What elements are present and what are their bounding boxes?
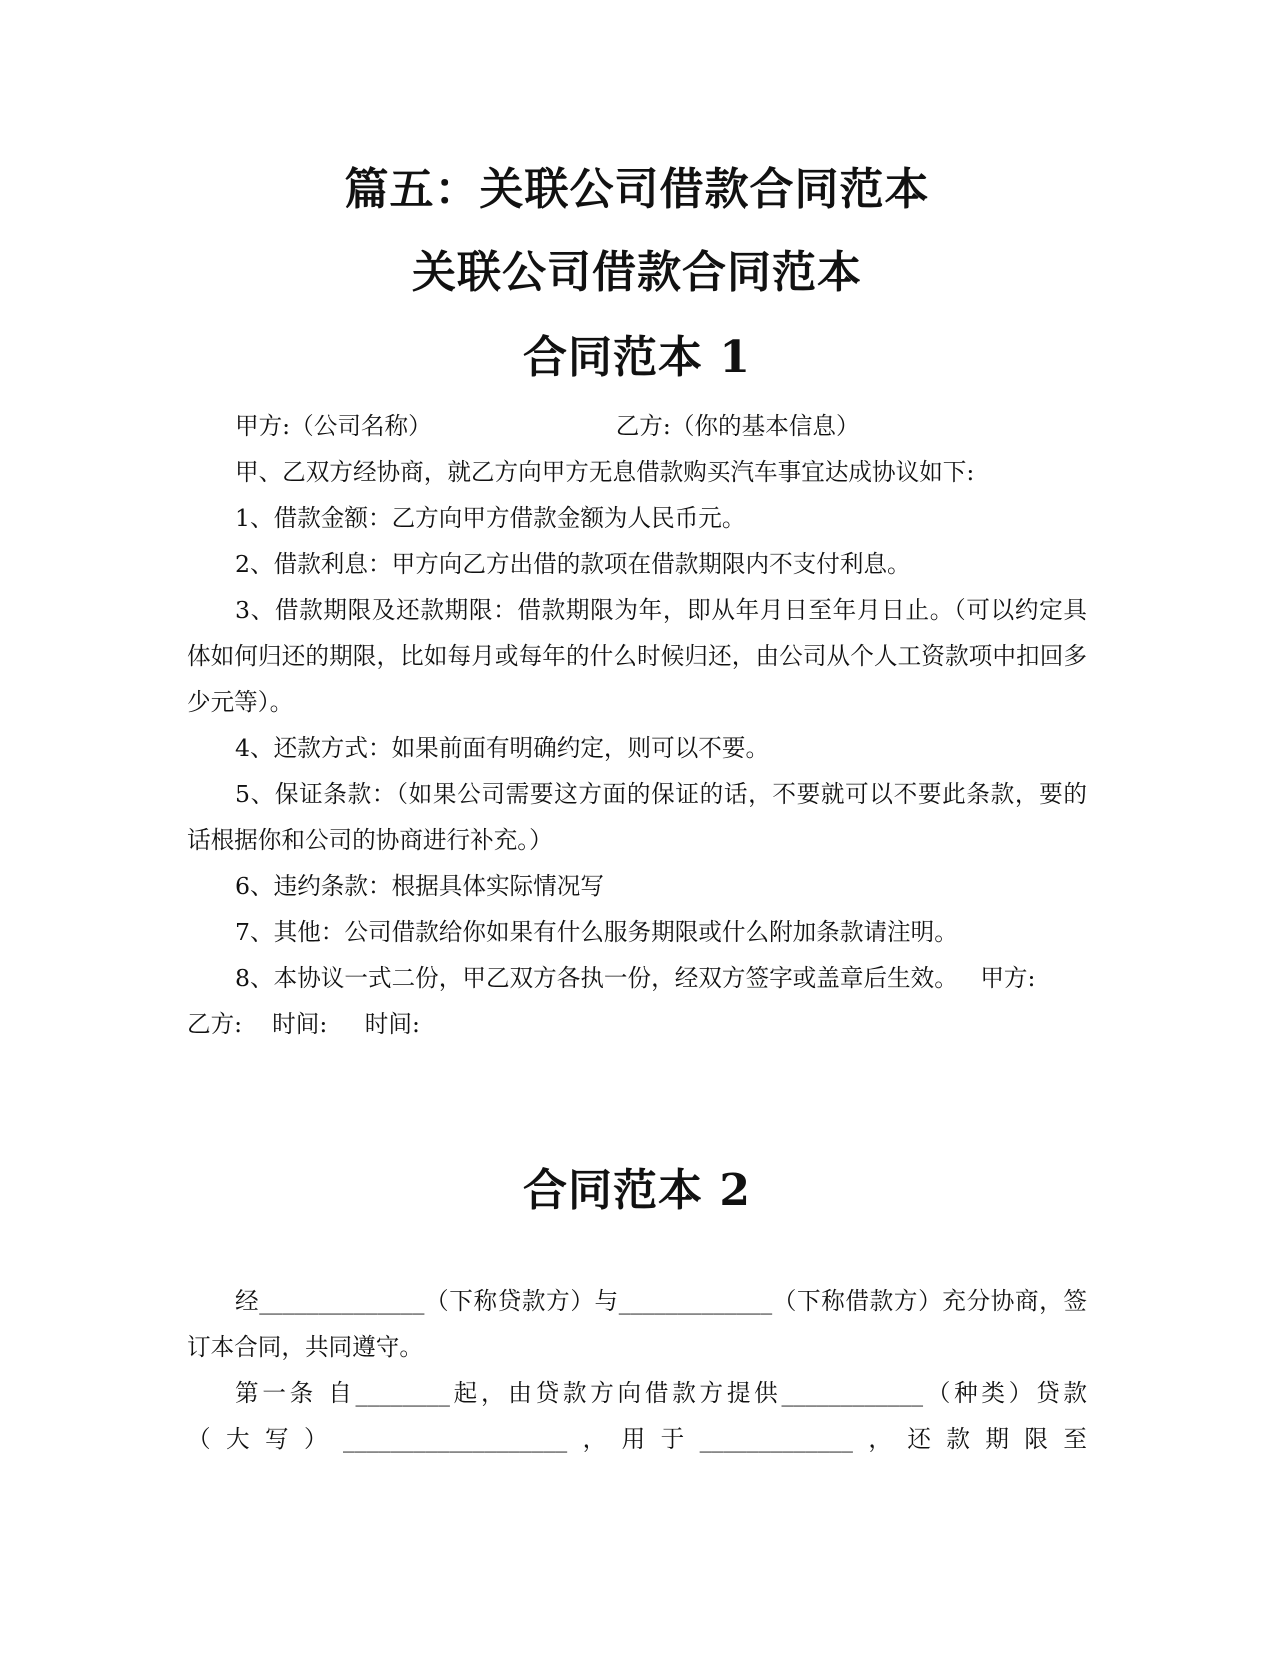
sample1-title: 合同范本 1 <box>523 332 751 383</box>
party-b: 乙方:（你的基本信息） <box>615 412 860 440</box>
document-page <box>187 160 1087 1462</box>
document-heading-sub: 关联公司借款合同范本 <box>412 247 862 298</box>
clause-2: 2、借款利息：甲方向乙方出借的款项在借款期限内不支付利息。 <box>235 550 911 578</box>
clause-1: 1、借款金额：乙方向甲方借款金额为人民币元。 <box>235 504 746 532</box>
clause-5: 5、保证条款：（如果公司需要这方面的保证的话，不要就可以不要此条款，要的话根据你和公司的协商进行补充。） <box>187 780 1087 854</box>
sample2-para1: 经______________（下称贷款方）与_____________（下称借款方）充分协商，签订本合同，共同遵守。 <box>187 1287 1087 1361</box>
sample1-intro: 甲、乙双方经协商，就乙方向甲方无息借款购买汽车事宜达成协议如下: <box>235 458 975 486</box>
clause-6: 6、违约条款：根据具体实际情况写 <box>235 872 604 900</box>
section-gap <box>187 1047 1087 1163</box>
signature-line: 乙方: 时间: 时间: <box>187 1010 420 1038</box>
clause-8: 8、本协议一式二份，甲乙双方各执一份，经双方签字或盖章后生效。 甲方: <box>235 964 1036 992</box>
sample2-title: 合同范本 2 <box>523 1165 751 1216</box>
document-heading-main: 篇五：关联公司借款合同范本 <box>344 164 930 215</box>
sample2-article1-line1: 第一条 自________起，由贷款方向借款方提供____________（种类）贷款 <box>235 1379 1087 1407</box>
clause-7: 7、其他：公司借款给你如果有什么服务期限或什么附加条款请注明。 <box>235 918 958 946</box>
parties-line <box>187 403 1087 449</box>
clause-4: 4、还款方式：如果前面有明确约定，则可以不要。 <box>235 734 770 762</box>
sample2-article1-line2: （大写）___________________，用于_____________，还款期限至 <box>187 1425 1087 1453</box>
clause-3: 3、借款期限及还款期限：借款期限为年，即从年月日至年月日止。（可以约定具体如何归还的期限，比如每月或每年的什么时候归还，由公司从个人工资款项中扣回多少元等）。 <box>187 596 1087 716</box>
party-a: 甲方:（公司名称） <box>235 412 432 440</box>
section-gap-2 <box>187 1218 1087 1278</box>
